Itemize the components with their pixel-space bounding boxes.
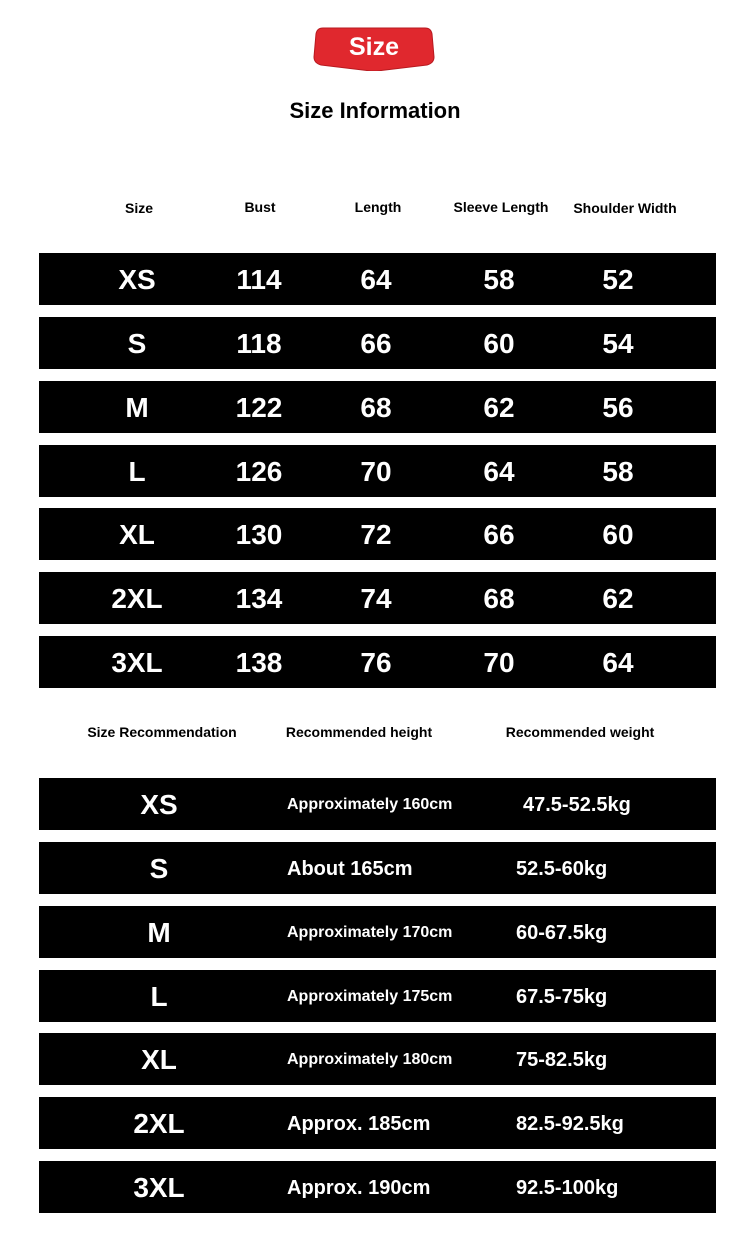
measurement-cell: 122 [235, 392, 283, 423]
recommended-height-cell: Approx. 190cm [287, 1177, 431, 1199]
size-cell: 3XL [111, 647, 163, 678]
recommended-height-cell: Approx. 185cm [287, 1113, 431, 1135]
recommended-height-cell: Approximately 175cm [287, 988, 453, 1005]
size-cell: XS [118, 264, 156, 295]
recommended-height-cell: About 165cm [287, 858, 413, 880]
measurement-cell: 68 [483, 583, 515, 614]
size-table-row [39, 572, 716, 624]
header-size-recommendation: Size Recommendation [87, 724, 237, 740]
recommendation-size-cell: L [150, 981, 168, 1012]
recommended-weight-cell: 75-82.5kg [516, 1049, 608, 1071]
recommendation-row [39, 1097, 716, 1149]
measurement-cell: 52 [602, 264, 634, 295]
header-bust: Bust [244, 199, 276, 215]
recommendation-row [39, 970, 716, 1022]
recommendation-size-cell: XS [140, 789, 178, 820]
size-badge [313, 27, 435, 71]
header-sleeve-length: Sleeve Length [453, 199, 549, 215]
measurement-cell: 72 [360, 519, 392, 550]
recommendation-row [39, 778, 716, 830]
measurement-cell: 76 [360, 647, 392, 678]
size-cell: 2XL [111, 583, 163, 614]
header-shoulder-width: Shoulder Width [573, 200, 677, 216]
recommendation-size-cell: S [149, 853, 169, 884]
size-cell: XL [119, 519, 155, 550]
size-table-row [39, 317, 716, 369]
recommendation-size-cell: 3XL [133, 1172, 185, 1203]
recommendation-row [39, 1161, 716, 1213]
measurement-cell: 64 [602, 647, 634, 678]
size-cell: S [127, 328, 147, 359]
recommendation-size-cell: M [147, 917, 171, 948]
recommended-weight-cell: 82.5-92.5kg [516, 1113, 624, 1135]
recommended-weight-cell: 47.5-52.5kg [523, 794, 631, 816]
measurement-cell: 70 [360, 456, 392, 487]
size-table-row [39, 508, 716, 560]
recommendation-row [39, 842, 716, 894]
measurement-cell: 64 [360, 264, 392, 295]
recommended-weight-cell: 60-67.5kg [516, 922, 608, 944]
recommendation-size-cell: 2XL [133, 1108, 185, 1139]
measurement-cell: 66 [483, 519, 515, 550]
measurement-cell: 134 [235, 583, 283, 614]
recommended-height-cell: Approximately 170cm [287, 924, 453, 941]
measurement-cell: 118 [236, 328, 282, 359]
header-recommended-weight: Recommended weight [505, 724, 655, 740]
recommended-weight-cell: 67.5-75kg [516, 986, 608, 1008]
recommended-height-cell: Approximately 160cm [287, 796, 453, 813]
measurement-cell: 62 [602, 583, 634, 614]
measurement-cell: 58 [483, 264, 515, 295]
measurement-cell: 64 [483, 456, 515, 487]
header-size: Size [124, 200, 153, 216]
page-title: Size Information [289, 98, 461, 123]
measurement-cell: 130 [235, 519, 283, 550]
measurement-cell: 62 [483, 392, 515, 423]
measurement-cell: 66 [360, 328, 392, 359]
measurement-cell: 70 [483, 647, 515, 678]
measurement-cell: 56 [602, 392, 634, 423]
recommendation-size-cell: XL [141, 1044, 177, 1075]
recommendation-row [39, 1033, 716, 1085]
recommended-weight-cell: 92.5-100kg [516, 1177, 619, 1199]
measurement-cell: 138 [235, 647, 283, 678]
size-table-row [39, 445, 716, 497]
recommended-weight-cell: 52.5-60kg [516, 858, 608, 880]
recommended-height-cell: Approximately 180cm [287, 1051, 453, 1068]
size-table-row [39, 253, 716, 305]
size-cell: M [125, 392, 149, 423]
recommendation-row [39, 906, 716, 958]
header-length: Length [354, 199, 402, 215]
badge-label: Size [348, 33, 400, 61]
measurement-cell: 60 [602, 519, 634, 550]
measurement-cell: 114 [236, 264, 282, 295]
size-cell: L [128, 456, 146, 487]
measurement-cell: 126 [235, 456, 283, 487]
measurement-cell: 74 [360, 583, 392, 614]
measurement-cell: 60 [483, 328, 515, 359]
header-recommended-height: Recommended height [285, 724, 433, 740]
size-table-row [39, 381, 716, 433]
measurement-cell: 68 [360, 392, 392, 423]
size-table-row [39, 636, 716, 688]
measurement-cell: 54 [602, 328, 634, 359]
measurement-cell: 58 [602, 456, 634, 487]
